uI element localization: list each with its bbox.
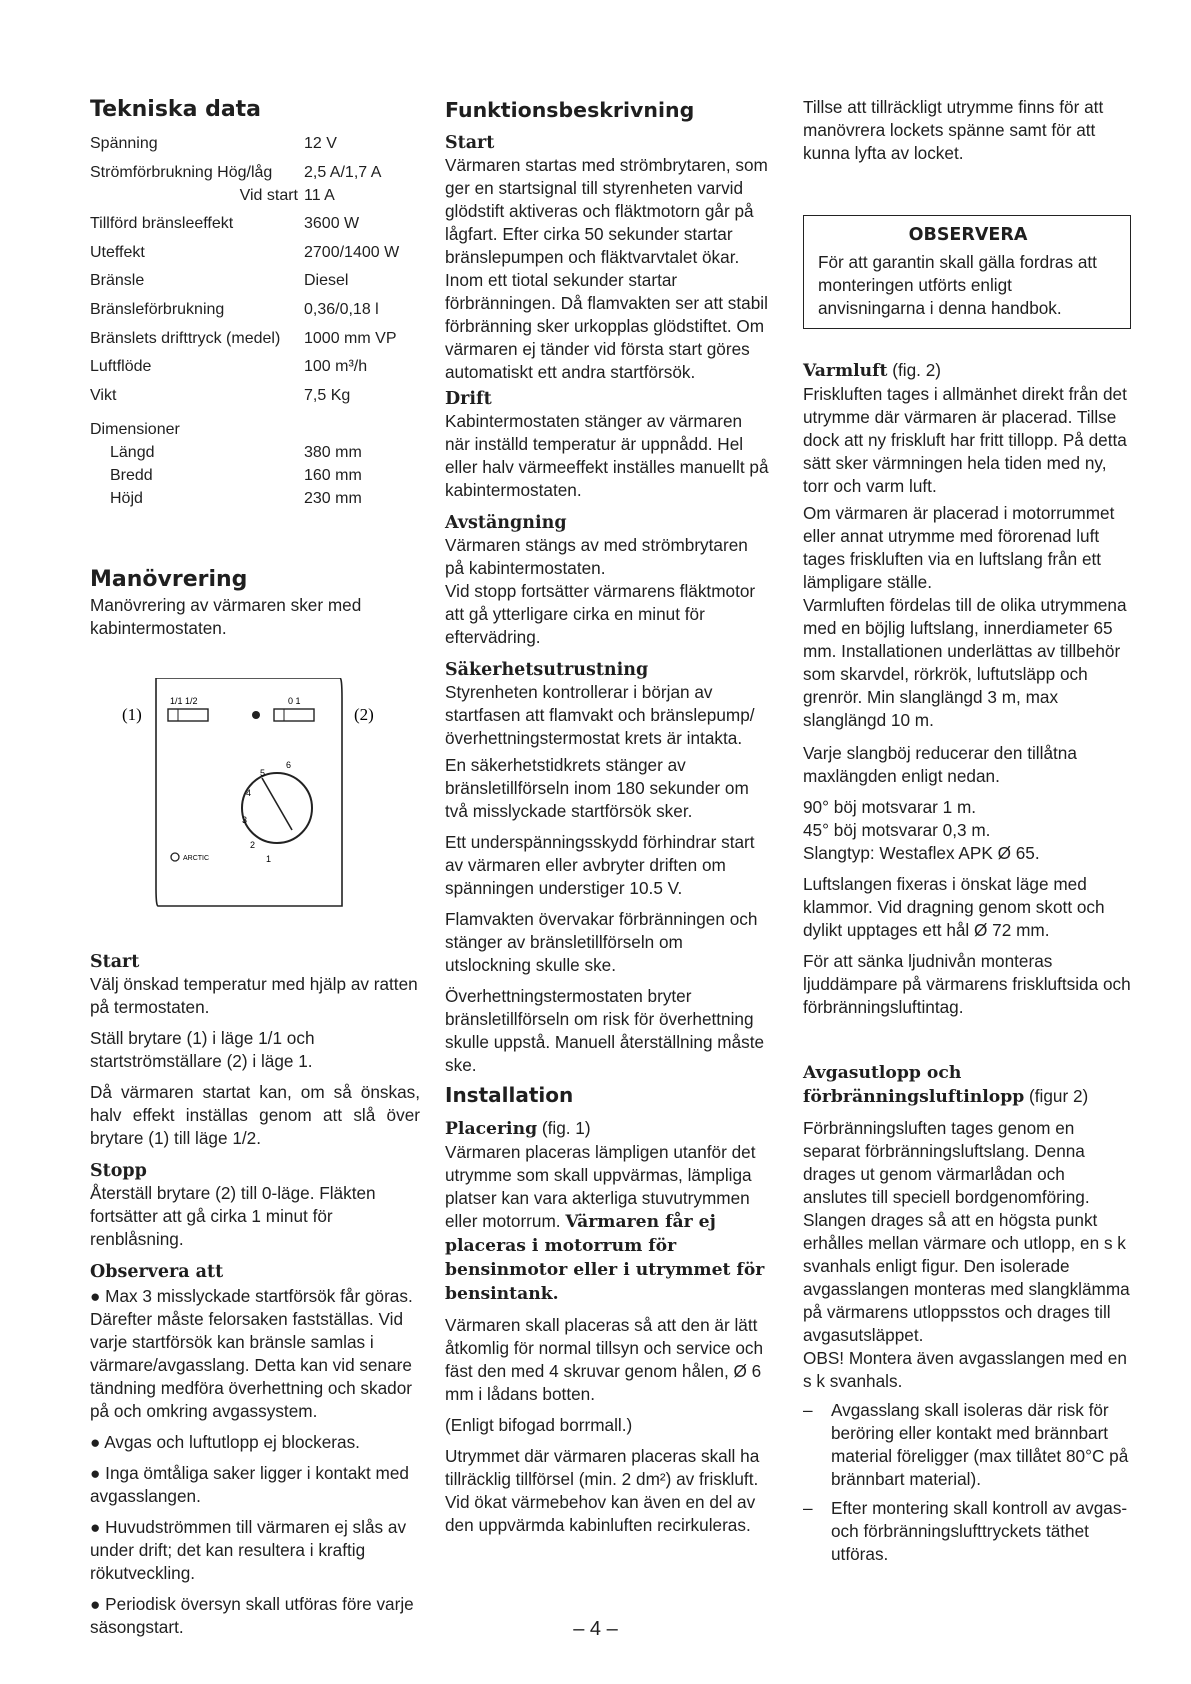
varmluft-paragraph: Friskluften tages i allmänhet direkt från det utrymme där värmaren är placerad. Tillse dock att ny friskluft har fritt tillopp. På detta sätt sker värmningen hela tiden med ny, torr och varm luft. xyxy=(803,384,1127,496)
avstangning-text: Vid stopp fortsätter värmarens fläktmotor att gå ytterligare cirka en minut för eftervädring. xyxy=(445,581,756,647)
switch-1-marks: 1/1 1/2 xyxy=(170,696,198,707)
spec-value: 2700/1400 W xyxy=(304,243,400,261)
label-switch-2: (2) xyxy=(354,705,374,725)
start-heading: Start xyxy=(90,952,140,973)
avgas-paragraph: Förbränningsluften tages genom en separat förbränningsluftslang. Denna drages ut genom värmarlådan och anslutes till speciell bordgenomföring. Slangen drages så att en högsta punkt erhålles mellan värmare och utlopp, en s k svanhals enligt figur. Den isolerade avgasslangen monteras med slangklämma på värmarens utloppsstos och drages till avgasutsläppet. xyxy=(803,1118,1130,1345)
list-item-text: Periodisk översyn skall utföras före varje säsongstart. xyxy=(90,1594,414,1638)
spec-row xyxy=(90,327,420,356)
switch-1-toggle xyxy=(168,709,208,721)
sakerhet-text: Ett underspänningsskydd förhindrar start av värmaren eller avbryter driften om spänningen understiger 10.5 V. xyxy=(445,832,755,898)
dial-number: 3 xyxy=(242,815,248,826)
placering-heading-line xyxy=(445,1117,770,1141)
spec-row xyxy=(90,441,420,464)
varmluft-paragraph: Luftslangen fixeras i önskat läge med klammor. Vid dragning genom skott och dylikt upptages ett hål Ø 72 mm. xyxy=(803,874,1105,940)
dial-number: 1 xyxy=(266,854,272,865)
placering-paragraph: Utrymmet där värmaren placeras skall ha tillräcklig tillförsel (min. 2 dm²) av friskluft. Vid ökat värmebehov kan även en del av den uppvärmda kabinluften recirkuleras. xyxy=(445,1446,760,1535)
sakerhet-heading: Säkerhetsutrustning xyxy=(445,660,649,680)
column-right xyxy=(803,96,1133,1566)
spec-row xyxy=(90,212,420,241)
varmluft-heading-line xyxy=(803,359,1133,383)
spec-row xyxy=(90,487,420,510)
observera-att-heading: Observera att xyxy=(90,1262,224,1283)
placering-paragraph: (Enligt bifogad borrmall.) xyxy=(445,1415,633,1435)
funktion-heading: Funktionsbeskrivning xyxy=(445,98,695,122)
column-middle xyxy=(445,96,770,1537)
start-paragraph: Ställ brytare (1) i läge 1/1 och startströmställare (2) i läge 1. xyxy=(90,1028,315,1072)
list-item xyxy=(803,1399,1133,1491)
observera-text: För att garantin skall gälla fordras att monteringen utförts enligt anvisningarna i denna handbok. xyxy=(818,252,1097,318)
spec-value: 7,5 Kg xyxy=(304,386,351,404)
spec-label: Luftflöde xyxy=(90,358,152,376)
list-item-text: Avgas och luftutlopp ej blockeras. xyxy=(104,1432,360,1453)
spec-row xyxy=(90,298,420,327)
temperature-dial xyxy=(242,773,312,843)
spec-table xyxy=(90,132,420,510)
placering-warning: Värmaren får ej placeras i motorrum för bensinmotor eller i utrymmet för bensintank. xyxy=(445,1212,765,1304)
spec-value: 380 mm xyxy=(304,444,362,462)
spec-value: 230 mm xyxy=(304,490,362,508)
manovrering-text: Manövrering av värmaren sker med kabintermostaten. xyxy=(90,595,362,639)
tech-data-heading: Tekniska data xyxy=(90,97,262,122)
spec-value: 3600 W xyxy=(304,215,360,233)
brand-logo-icon xyxy=(171,853,179,861)
indicator-lamp xyxy=(252,711,260,719)
spec-value: 2,5 A/1,7 A xyxy=(304,163,382,181)
spec-row xyxy=(90,464,420,487)
list-item xyxy=(803,1497,1133,1566)
dial-number: 4 xyxy=(246,788,252,799)
dial-number: 6 xyxy=(286,760,292,771)
brand-name: ARCTIC xyxy=(183,855,210,863)
spec-value: 160 mm xyxy=(304,467,362,485)
list-item: ● Huvudströmmen till värmaren ej slås av under drift; det kan resultera i kraftig rökutveckling. xyxy=(90,1517,407,1584)
placering-ref: (fig. 1) xyxy=(541,1118,591,1138)
spec-value: 11 A xyxy=(304,186,335,204)
stopp-paragraph: Återställ brytare (2) till 0-läge. Fläkten fortsätter att gå cirka 1 minut för renblåsning. xyxy=(90,1183,376,1250)
drift-heading: Drift xyxy=(445,389,492,409)
sakerhet-text: Flamvakten övervakar förbränningen och stänger av bränsletillförseln om utslockning skulle ske. xyxy=(445,909,758,975)
spec-label: Vid start xyxy=(239,186,298,204)
dash-marker: – xyxy=(803,1400,813,1420)
start-paragraph: Då värmaren startat kan, om så önskas, halv effekt inställas genom att slå över brytare (1) till läge 1/2. xyxy=(90,1082,420,1149)
spec-value: 1000 mm VP xyxy=(304,329,397,347)
spec-row xyxy=(90,132,420,161)
spec-row xyxy=(90,241,420,270)
varmluft-paragraph: För att sänka ljudnivån monteras ljuddämpare på värmarens friskluftsida och förbränningsluftintag. xyxy=(803,951,1131,1017)
spec-label: Tillförd bränsleeffekt xyxy=(90,215,234,233)
avgas-heading: Avgasutlopp och förbränningsluftinlopp xyxy=(803,1063,1025,1107)
thermostat-diagram xyxy=(90,678,420,913)
spec-row xyxy=(90,184,420,213)
varmluft-heading: Varmluft xyxy=(803,361,888,381)
dial-pointer xyxy=(262,778,292,830)
dial-number: 5 xyxy=(260,768,266,779)
spec-row xyxy=(90,161,420,184)
spec-label: Vikt xyxy=(90,386,117,404)
spec-label: Strömförbrukning Hög/låg xyxy=(90,163,273,181)
avstangning-text: Värmaren stängs av med strömbrytaren på kabintermostaten. xyxy=(445,535,748,578)
spec-row xyxy=(90,384,420,413)
start-paragraph: Välj önskad temperatur med hjälp av ratten på termostaten. xyxy=(90,974,418,1018)
list-item-text: Huvudströmmen till värmaren ej slås av under drift; det kan resultera i kraftig rökutveckling. xyxy=(90,1517,407,1584)
placering-text: Värmaren placeras lämpligen utanför det utrymme som skall uppvärmas, lämpliga platser kan vara akterliga stuvutrymmen eller motorrum. xyxy=(445,1142,756,1231)
placering-paragraph xyxy=(445,1141,770,1306)
funktion-start-heading: Start xyxy=(445,133,495,153)
sakerhet-text: Styrenheten kontrollerar i början av startfasen att flamvakt och bränslepump/ överhettningstermostat krets är intakta. xyxy=(445,682,755,748)
varmluft-paragraph: Om värmaren är placerad i motorrummet eller annat utrymme med förorenad luft tages friskluften via en luftslang från ett lämpligare ställe. xyxy=(803,503,1115,592)
varmluft-ref: (fig. 2) xyxy=(892,360,941,380)
placering-paragraph: Värmaren skall placeras så att den är lätt åtkomlig för normal tillsyn och service och fäst den med 4 skruvar genom hålen, Ø 6 mm i lådans botten. xyxy=(445,1315,764,1404)
list-item-text: Efter montering skall kontroll av avgas- och förbränningslufttryckets täthet utföras. xyxy=(831,1498,1128,1564)
varmluft-paragraph: Varje slangböj reducerar den tillåtna maxlängden enligt nedan. xyxy=(803,743,1077,786)
placering-heading: Placering xyxy=(445,1119,538,1139)
spec-label: Höjd xyxy=(110,490,143,508)
label-switch-1: (1) xyxy=(122,705,142,725)
list-item: ● Inga ömtåliga saker ligger i kontakt med avgasslangen. xyxy=(90,1463,409,1507)
observera-box xyxy=(803,215,1131,329)
drift-text: Kabintermostaten stänger av värmaren när inställd temperatur är uppnådd. Hel eller halv värmeeffekt inställes manuellt på kabintermostaten. xyxy=(445,411,769,500)
funktion-start-text: Värmaren startas med strömbrytaren, som ger en startsignal till styrenheten varvid glödstift aktiveras och fläktmotorn går på lågfart. Efter cirka 50 sekunder startar bränslepumpen och fläktvarvtalet ökar. Inom ett tiotal sekunder startar förbränningen. Då flamvakten ser att stabil förbränning sker urkopplas glödstiftet. Om värmaren ej tänder vid första start göres automatiskt ett andra startförsök. xyxy=(445,155,768,382)
varmluft-paragraph: Slangtyp: Westaflex APK Ø 65. xyxy=(803,843,1040,863)
spec-value: Diesel xyxy=(304,272,349,290)
installation-heading: Installation xyxy=(445,1083,574,1107)
dial-number: 2 xyxy=(250,840,256,851)
sakerhet-text: Överhettningstermostaten bryter bränsletillförseln om risk för överhettning skulle uppstå. Manuell återställning måste ske. xyxy=(445,986,765,1075)
avstangning-heading: Avstängning xyxy=(445,513,567,533)
spec-label: Bredd xyxy=(110,467,153,485)
thermostat-svg xyxy=(90,678,420,913)
manovrering-heading: Manövrering xyxy=(90,567,248,593)
stopp-heading: Stopp xyxy=(90,1161,147,1182)
sakerhet-text: En säkerhetstidkrets stänger av bränsletillförseln inom 180 sekunder om två misslyckade startförsök sker. xyxy=(445,755,749,821)
list-item: ● Max 3 misslyckade startförsök får göras. Därefter måste felorsaken fastställas. Vid varje startförsök kan bränsle samlas i värmare/avgasslang. Detta kan vid senare tändning medföra överhettning och skador på och omkring avgassystem. xyxy=(90,1286,413,1422)
switch-2-marks: 0 1 xyxy=(288,696,301,707)
spec-label: Bränsle xyxy=(90,272,145,290)
spec-row xyxy=(90,418,420,441)
list-item-text: Inga ömtåliga saker ligger i kontakt med avgasslangen. xyxy=(90,1463,409,1507)
spec-label: Spänning xyxy=(90,135,158,152)
list-item-text: Avgasslang skall isoleras där risk för beröring eller kontakt med brännbart material föreligger (max tillåtet 80°C på brännbart material). xyxy=(831,1400,1129,1489)
avgas-paragraph: OBS! Montera även avgasslangen med en s k svanhals. xyxy=(803,1348,1127,1391)
varmluft-paragraph: 45° böj motsvarar 0,3 m. xyxy=(803,820,991,840)
spec-value: 100 m³/h xyxy=(304,358,368,376)
list-item-text: Max 3 misslyckade startförsök får göras. Därefter måste felorsaken fastställas. Vid varje startförsök kan bränsle samlas i värmare/avgasslang. Detta kan vid senare tändning medföra överhettning och skador på och omkring avgassystem. xyxy=(90,1286,413,1422)
switch-2-toggle xyxy=(274,709,314,721)
varmluft-paragraph: 90° böj motsvarar 1 m. xyxy=(803,797,977,817)
intro-text: Tillse att tillräckligt utrymme finns för att manövrera lockets spänne samt för att kunna lyfta av locket. xyxy=(803,97,1104,163)
spec-label: Uteffekt xyxy=(90,243,145,261)
dash-marker: – xyxy=(803,1498,813,1518)
spec-value: 12 V xyxy=(304,135,337,152)
column-left xyxy=(90,96,420,1639)
list-item: ● Avgas och luftutlopp ej blockeras. xyxy=(90,1432,360,1453)
avgas-heading-line xyxy=(803,1061,1133,1109)
spec-value: 0,36/0,18 l xyxy=(304,300,379,318)
page-number: – 4 – xyxy=(573,1618,618,1640)
dimensions-label: Dimensioner xyxy=(90,421,180,439)
varmluft-paragraph: Varmluften fördelas till de olika utrymmena med en böjlig luftslang, innerdiameter 65 mm. Installationen underlättas av tillbehör som skarvdel, rörkrök, luftutsläpp och grenrör. Min slanglängd 3 m, max slanglängd 10 m. xyxy=(803,595,1127,730)
spec-row xyxy=(90,269,420,298)
spec-label: Längd xyxy=(110,444,155,462)
observera-title: OBSERVERA xyxy=(908,225,1028,245)
spec-label: Bränslets drifttryck (medel) xyxy=(90,329,281,347)
avgas-ref: (figur 2) xyxy=(1029,1086,1089,1106)
spec-label: Bränsleförbrukning xyxy=(90,300,225,318)
list-item: ● Periodisk översyn skall utföras före varje säsongstart. xyxy=(90,1594,414,1638)
spec-row xyxy=(90,355,420,384)
